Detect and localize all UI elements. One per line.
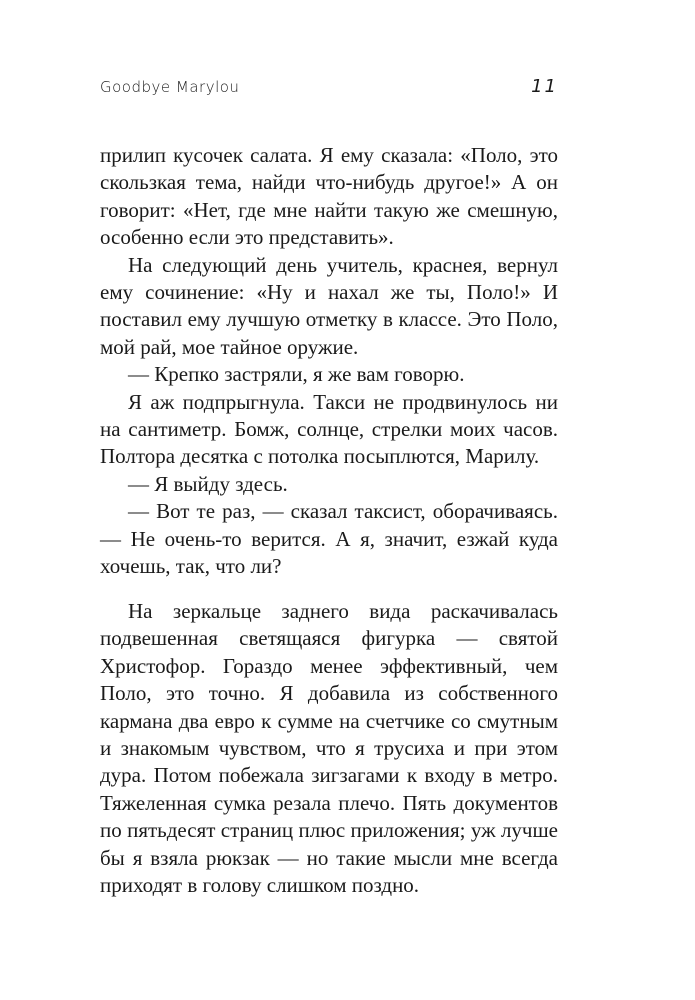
paragraph: прилип кусочек салата. Я ему сказала: «Поло, это скользкая тема, найди что-нибудь другое!» А он говорит: «Нет, где мне найти такую же смешную, особенно если это представить». — [100, 143, 558, 250]
page-number: 11 — [531, 76, 558, 97]
dialogue-line: — Крепко застряли, я же вам говорю. — [128, 362, 465, 387]
page-header — [100, 78, 558, 104]
dialogue-line: — Вот те раз, — сказал таксист, оборачиваясь. — Не очень-то верится. А я, значит, езжай куда хочешь, так, что ли? — [100, 499, 558, 579]
text-block-2 — [100, 598, 558, 899]
running-title: Goodbye Marylou — [100, 78, 240, 96]
dialogue-line: — Я выйду здесь. — [128, 471, 288, 496]
paragraph: На зеркальце заднего вида раскачивалась подвешенная светящаяся фигурка — святой Христофор. Гораздо менее эффективный, чем Поло, это точно. Я добавила из собственного кармана два евро к сумме на счетчике со смутным и знакомым чувством, что я трусиха и при этом дура. Потом побежала зигзагами к входу в метро. Тяжеленная сумка резала плечо. Пять документов по пятьдесят страниц плюс приложения; уж лучше бы я взяла рюкзак — но такие мысли мне всегда приходят в голову слишком поздно. — [100, 599, 558, 898]
paragraph: На следующий день учитель, краснея, вернул ему сочинение: «Ну и нахал же ты, Поло!» И поставил ему лучшую отметку в классе. Это Поло, мой рай, мое тайное оружие. — [100, 252, 558, 359]
paragraph: Я аж подпрыгнула. Такси не продвинулось ни на сантиметр. Бомж, солнце, стрелки моих часов. Полтора десятка с потолка посыплются, Марилу. — [100, 389, 558, 469]
text-block-1 — [100, 142, 558, 581]
